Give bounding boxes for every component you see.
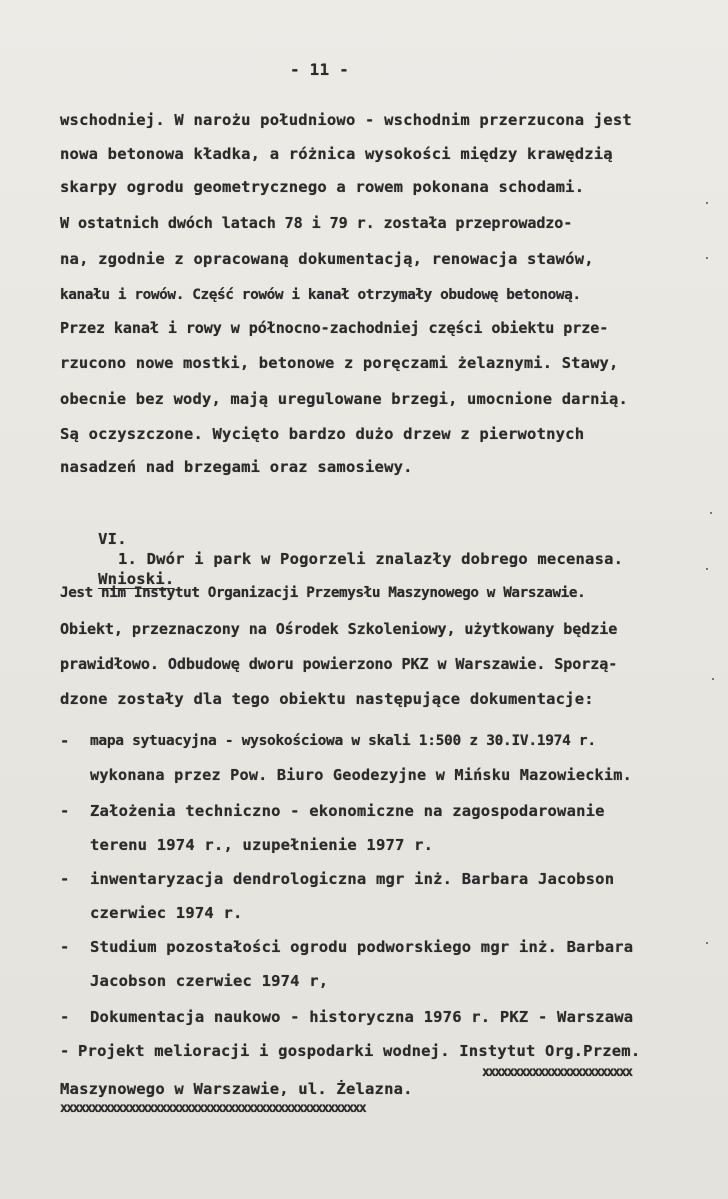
text-line: prawidłowo. Odbudowę dworu powierzono PKZ w Warszawie. Sporzą- — [60, 655, 618, 673]
strikeout-right: xxxxxxxxxxxxxxxxxxxxxxxx — [482, 1065, 632, 1080]
scan-speck — [706, 202, 708, 204]
list-item-line: terenu 1974 r., uzupełnienie 1977 r. — [90, 836, 434, 854]
list-item-line: Założenia techniczno - ekonomiczne na zagospodarowanie — [90, 802, 605, 820]
list-dash: - — [60, 1008, 70, 1026]
list-item-line: inwentaryzacja dendrologiczna mgr inż. Barbara Jacobson — [90, 870, 615, 888]
text-line: rzucono nowe mostki, betonowe z poręczami żelaznymi. Stawy, — [60, 354, 619, 372]
text-line: Są oczyszczone. Wycięto bardzo dużo drzew z pierwotnych — [60, 425, 585, 443]
list-item-line: czerwiec 1974 r. — [90, 904, 243, 922]
list-item-line: wykonana przez Pow. Biuro Geodezyjne w Mińsku Mazowieckim. — [90, 766, 632, 784]
text-line: nasadzeń nad brzegami oraz samosiewy. — [60, 458, 413, 476]
page-number: - 11 - — [290, 60, 349, 79]
list-dash: - — [60, 802, 70, 820]
list-item-line: Jacobson czerwiec 1974 r, — [90, 972, 329, 990]
list-dash: - — [60, 732, 70, 750]
scan-speck — [706, 942, 708, 944]
list-item-line: Dokumentacja naukowo - historyczna 1976 r. PKZ - Warszawa — [90, 1008, 634, 1026]
list-dash: - — [60, 1042, 70, 1060]
text-line: kanału i rowów. Część rowów i kanał otrzymały obudowę betonową. — [60, 287, 581, 303]
list-item-line: Studium pozostałości ogrodu podworskiego mgr inż. Barbara — [90, 938, 634, 956]
scan-speck — [706, 257, 708, 259]
text-line: wschodniej. W narożu południowo - wschodnim przerzucona jest — [60, 111, 632, 129]
list-dash: - — [60, 870, 70, 888]
list-item-line: Projekt melioracji i gospodarki wodnej. Instytut Org.Przem. — [78, 1042, 641, 1060]
section-number: VI. — [98, 530, 127, 548]
text-line: nowa betonowa kładka, a różnica wysokości między krawędzią — [60, 145, 613, 163]
text-line: obecnie bez wody, mają uregulowane brzegi, umocnione darnią. — [60, 390, 628, 408]
list-dash: - — [60, 938, 70, 956]
text-line: 1. Dwór i park w Pogorzeli znalazły dobrego mecenasa. — [118, 550, 624, 568]
text-line: na, zgodnie z opracowaną dokumentacją, renowacja stawów, — [60, 250, 594, 268]
text-line: W ostatnich dwóch latach 78 i 79 r. została przeprowadzo- — [60, 214, 573, 232]
text-line: skarpy ogrodu geometrycznego a rowem pokonana schodami. — [60, 178, 585, 196]
strikeout-bottom: xxxxxxxxxxxxxxxxxxxxxxxxxxxxxxxxxxxxxxxxxxxxxxxxx — [60, 1101, 366, 1116]
scan-speck — [706, 568, 708, 570]
text-line: Maszynowego w Warszawie, ul. Żelazna. — [60, 1080, 413, 1098]
text-line: dzone zostały dla tego obiektu następujące dokumentacje: — [60, 690, 594, 708]
list-item-line: mapa sytuacyjna - wysokościowa w skali 1:500 z 30.IV.1974 r. — [90, 733, 596, 749]
section-title: Wnioski. — [98, 570, 175, 588]
text-line: Jest nim Instytut Organizacji Przemysłu Maszynowego w Warszawie. — [60, 585, 586, 601]
text-line: Przez kanał i rowy w północno-zachodniej części obiektu prze- — [60, 319, 609, 337]
scan-speck — [710, 512, 712, 514]
scan-speck — [712, 678, 714, 680]
text-line: Obiekt, przeznaczony na Ośrodek Szkoleniowy, użytkowany będzie — [60, 620, 618, 638]
